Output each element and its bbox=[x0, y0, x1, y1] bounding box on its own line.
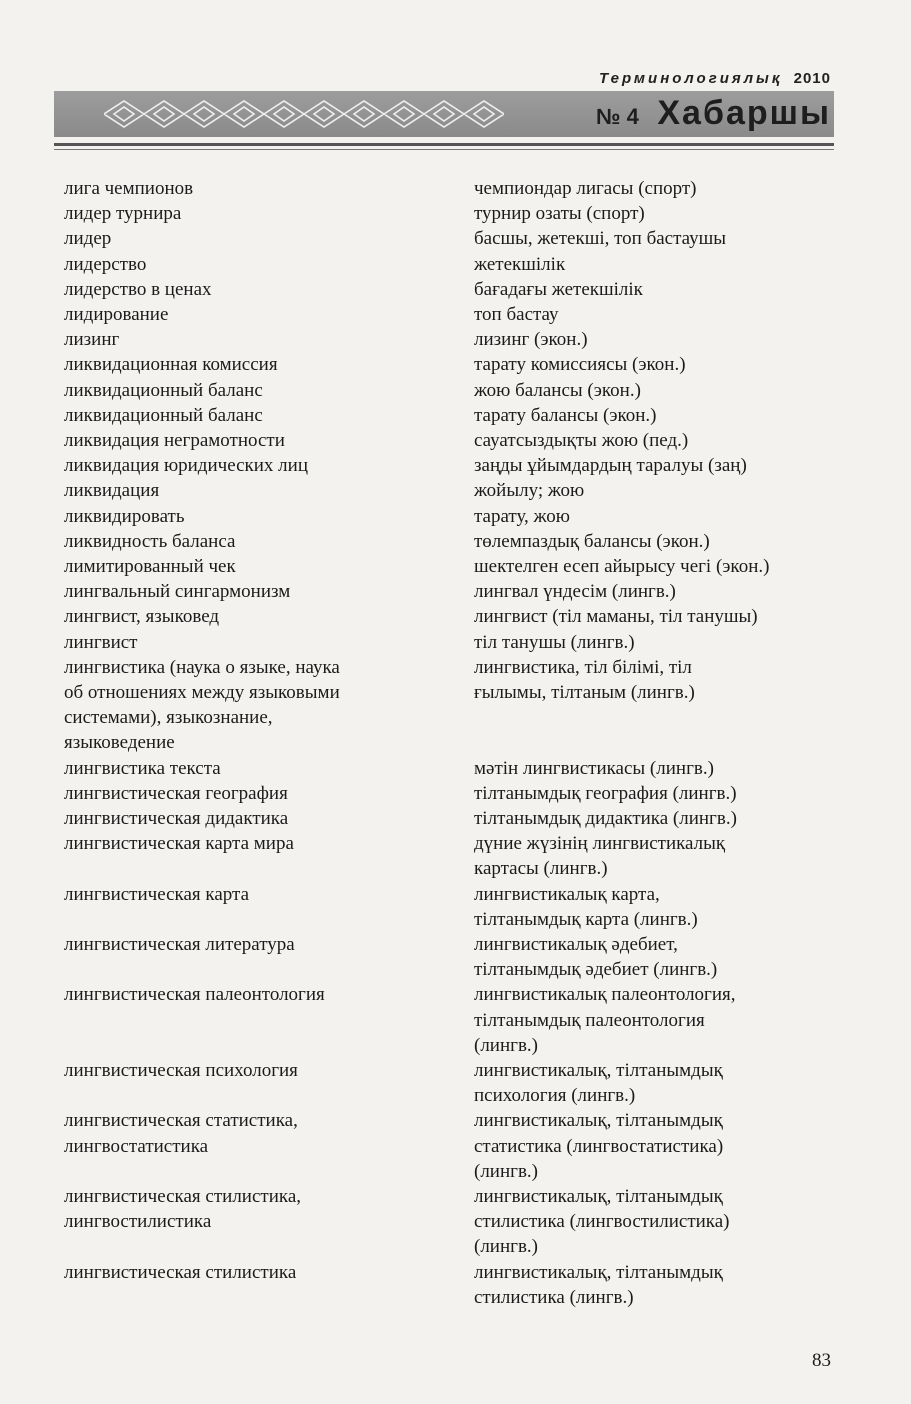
russian-term bbox=[64, 1260, 296, 1285]
russian-term bbox=[64, 378, 263, 403]
russian-term bbox=[64, 756, 221, 781]
kazakh-term-line: басшы, жетекші, топ бастаушы bbox=[474, 228, 727, 250]
russian-term-line: лингвистическая стилистика, bbox=[64, 1186, 301, 1207]
kazakh-term-line: тілтанымдық география (лингв.) bbox=[474, 782, 737, 804]
kazakh-term-line: тарату, жою bbox=[474, 505, 570, 527]
kazakh-term bbox=[474, 378, 641, 403]
kazakh-term bbox=[474, 630, 635, 655]
russian-term-line: ликвидационный баланс bbox=[64, 404, 263, 426]
russian-term bbox=[64, 806, 288, 831]
russian-term-line: лингвистика (наука о языке, наука bbox=[64, 656, 340, 678]
russian-term bbox=[64, 554, 236, 579]
kazakh-term-line: лингвистикалық, тілтанымдық bbox=[474, 1261, 723, 1283]
russian-term bbox=[64, 453, 308, 478]
kazakh-term-line: заңды ұйымдардың таралуы (заң) bbox=[474, 455, 747, 477]
kazakh-term bbox=[474, 756, 714, 781]
journal-title bbox=[599, 70, 831, 87]
kazakh-term bbox=[474, 403, 657, 428]
russian-term bbox=[64, 630, 138, 655]
header-rule-thin bbox=[54, 149, 834, 150]
kazakh-term-line: лингвистикалық, тілтанымдық bbox=[474, 1186, 723, 1207]
kazakh-term bbox=[474, 201, 645, 226]
russian-term bbox=[64, 781, 288, 806]
russian-term bbox=[64, 352, 278, 377]
kazakh-term bbox=[474, 252, 565, 277]
kazakh-term-line: тілтанымдық әдебиет (лингв.) bbox=[474, 959, 718, 981]
kazakh-term bbox=[474, 1260, 723, 1310]
kazakh-term bbox=[474, 478, 584, 503]
russian-term-line: ликвидационный баланс bbox=[64, 379, 263, 401]
russian-term bbox=[64, 831, 294, 856]
ornament-pattern-icon bbox=[104, 95, 504, 133]
kazakh-term bbox=[474, 1058, 723, 1108]
kazakh-term bbox=[474, 504, 570, 529]
russian-term-line: лига чемпионов bbox=[64, 178, 194, 199]
kazakh-term bbox=[474, 831, 725, 881]
russian-term bbox=[64, 655, 340, 756]
kazakh-term-line: төлемпаздық балансы (экон.) bbox=[474, 530, 710, 552]
kazakh-term-line: лингвистикалық, тілтанымдық bbox=[474, 1110, 723, 1132]
russian-term bbox=[64, 176, 193, 201]
kazakh-term-line: лингвистикалық, тілтанымдық bbox=[474, 1060, 723, 1081]
journal-title-text: Терминологиялық bbox=[599, 70, 783, 87]
russian-term-line: лидерство в ценах bbox=[64, 278, 212, 300]
russian-term-line: лингвистическая статистика, bbox=[64, 1110, 298, 1132]
issue-number: № 4 bbox=[596, 104, 639, 129]
russian-term-line: лимитированный чек bbox=[64, 556, 236, 577]
russian-term-line: лингвист, языковед bbox=[64, 606, 220, 628]
kazakh-term-line: мәтін лингвистикасы (лингв.) bbox=[474, 757, 714, 779]
russian-term-line: лингвистическая литература bbox=[64, 934, 295, 955]
russian-term-line: ликвидация неграмотности bbox=[64, 430, 285, 451]
russian-term-line: лидер bbox=[64, 228, 112, 250]
kazakh-term bbox=[474, 781, 737, 806]
russian-term-line: ликвидировать bbox=[64, 505, 185, 527]
russian-term-line: лингвистическая карта мира bbox=[64, 833, 294, 855]
kazakh-term bbox=[474, 579, 676, 604]
kazakh-term-line: лингвистикалық әдебиет, bbox=[474, 934, 678, 955]
header-rule bbox=[54, 143, 834, 146]
russian-term bbox=[64, 529, 235, 554]
russian-term-line: лингвистическая география bbox=[64, 782, 288, 804]
kazakh-term-line: картасы (лингв.) bbox=[474, 858, 608, 880]
kazakh-term-line: стилистика (лингвостилистика) bbox=[474, 1211, 730, 1233]
page-number: 83 bbox=[812, 1350, 831, 1371]
russian-term-line: лидирование bbox=[64, 304, 169, 325]
kazakh-term-line: лингвист (тіл маманы, тіл танушы) bbox=[474, 606, 758, 628]
kazakh-term-line: лизинг (экон.) bbox=[474, 329, 588, 351]
kazakh-term-line: тіл танушы (лингв.) bbox=[474, 631, 635, 653]
russian-term-line: лингвостатистика bbox=[64, 1135, 209, 1157]
kazakh-term bbox=[474, 604, 758, 629]
kazakh-term-line: тарату комиссиясы (экон.) bbox=[474, 354, 686, 376]
kazakh-term bbox=[474, 806, 737, 831]
russian-term-line: лингвостилистика bbox=[64, 1211, 212, 1233]
journal-year: 2010 bbox=[793, 70, 831, 87]
russian-term bbox=[64, 201, 181, 226]
kazakh-term bbox=[474, 1108, 723, 1184]
kazakh-term-line: дүние жүзінің лингвистикалық bbox=[474, 833, 726, 855]
kazakh-term bbox=[474, 428, 688, 453]
russian-term-line: лингвистическая стилистика bbox=[64, 1261, 297, 1283]
kazakh-term bbox=[474, 453, 747, 478]
russian-term bbox=[64, 1108, 298, 1158]
russian-term-line: лидерство bbox=[64, 253, 147, 275]
russian-term-line: об отношениях между языковыми bbox=[64, 682, 340, 703]
kazakh-term bbox=[474, 554, 769, 579]
russian-term bbox=[64, 882, 249, 907]
kazakh-term-line: лингвистикалық палеонтология, bbox=[474, 984, 736, 1006]
kazakh-term-line: жетекшілік bbox=[474, 253, 566, 275]
journal-name: Хабаршы bbox=[657, 94, 831, 132]
russian-term-line: системами), языкознание, bbox=[64, 707, 273, 729]
russian-term-line: лингвистическая палеонтология bbox=[64, 984, 325, 1006]
russian-term-line: ликвидация bbox=[64, 480, 160, 502]
kazakh-term bbox=[474, 277, 643, 302]
russian-term bbox=[64, 428, 285, 453]
kazakh-term-line: статистика (лингвостатистика) bbox=[474, 1135, 724, 1157]
kazakh-term bbox=[474, 529, 710, 554]
russian-term-line: лингвистическая карта bbox=[64, 883, 250, 905]
kazakh-term bbox=[474, 655, 695, 705]
russian-term bbox=[64, 1184, 301, 1234]
kazakh-term-line: психология (лингв.) bbox=[474, 1085, 636, 1107]
kazakh-term-line: тілтанымдық карта (лингв.) bbox=[474, 908, 698, 930]
kazakh-term bbox=[474, 932, 717, 982]
kazakh-term-line: (лингв.) bbox=[474, 1160, 538, 1182]
russian-term bbox=[64, 982, 325, 1007]
russian-term-line: лингвистика текста bbox=[64, 757, 221, 779]
russian-term bbox=[64, 277, 212, 302]
russian-term-line: ликвидация юридических лиц bbox=[64, 455, 309, 477]
kazakh-term-line: лингвал үндесім (лингв.) bbox=[474, 581, 676, 603]
russian-term bbox=[64, 932, 295, 957]
kazakh-term bbox=[474, 352, 686, 377]
masthead bbox=[596, 94, 831, 133]
kazakh-term-line: топ бастау bbox=[474, 304, 559, 325]
russian-term bbox=[64, 302, 168, 327]
kazakh-term-line: ғылымы, тілтаным (лингв.) bbox=[474, 682, 695, 703]
russian-term bbox=[64, 504, 185, 529]
kazakh-term-line: шектелген есеп айырысу чегі (экон.) bbox=[474, 556, 770, 577]
kazakh-term-line: (лингв.) bbox=[474, 1034, 538, 1056]
kazakh-term-line: жойылу; жою bbox=[474, 480, 585, 502]
russian-term-line: ликвидационная комиссия bbox=[64, 354, 278, 376]
kazakh-term-line: тілтанымдық палеонтология bbox=[474, 1009, 705, 1031]
kazakh-term-line: турнир озаты (спорт) bbox=[474, 203, 645, 225]
russian-term bbox=[64, 478, 159, 503]
kazakh-term-line: (лингв.) bbox=[474, 1236, 538, 1258]
russian-term bbox=[64, 1058, 298, 1083]
kazakh-term bbox=[474, 1184, 730, 1260]
kazakh-term-line: лингвистикалық карта, bbox=[474, 883, 660, 905]
kazakh-term bbox=[474, 327, 588, 352]
russian-term-line: лингвистическая дидактика bbox=[64, 808, 289, 829]
kazakh-term-line: жою балансы (экон.) bbox=[474, 379, 641, 401]
kazakh-term bbox=[474, 176, 697, 201]
kazakh-term-line: лингвистика, тіл білімі, тіл bbox=[474, 656, 692, 678]
kazakh-term-line: тарату балансы (экон.) bbox=[474, 404, 657, 426]
kazakh-term-line: стилистика (лингв.) bbox=[474, 1286, 634, 1308]
russian-term bbox=[64, 579, 290, 604]
russian-term-line: лингвист bbox=[64, 631, 138, 653]
kazakh-term-line: бағадағы жетекшілік bbox=[474, 278, 643, 300]
russian-term bbox=[64, 327, 119, 352]
kazakh-term-line: чемпиондар лигасы (спорт) bbox=[474, 178, 697, 199]
kazakh-term bbox=[474, 302, 559, 327]
russian-term bbox=[64, 403, 263, 428]
russian-term-line: языковедение bbox=[64, 732, 175, 754]
russian-term bbox=[64, 226, 111, 251]
russian-term bbox=[64, 604, 219, 629]
russian-term-line: лидер турнира bbox=[64, 203, 182, 225]
russian-term-line: лингвальный сингармонизм bbox=[64, 581, 291, 603]
kazakh-term bbox=[474, 226, 726, 251]
russian-term bbox=[64, 252, 146, 277]
russian-term-line: лизинг bbox=[64, 329, 120, 351]
russian-term-line: лингвистическая психология bbox=[64, 1060, 298, 1081]
kazakh-term-line: тілтанымдық дидактика (лингв.) bbox=[474, 808, 737, 829]
russian-term-line: ликвидность баланса bbox=[64, 530, 236, 552]
kazakh-term bbox=[474, 882, 698, 932]
kazakh-term bbox=[474, 982, 736, 1058]
kazakh-term-line: сауатсыздықты жою (пед.) bbox=[474, 430, 689, 451]
